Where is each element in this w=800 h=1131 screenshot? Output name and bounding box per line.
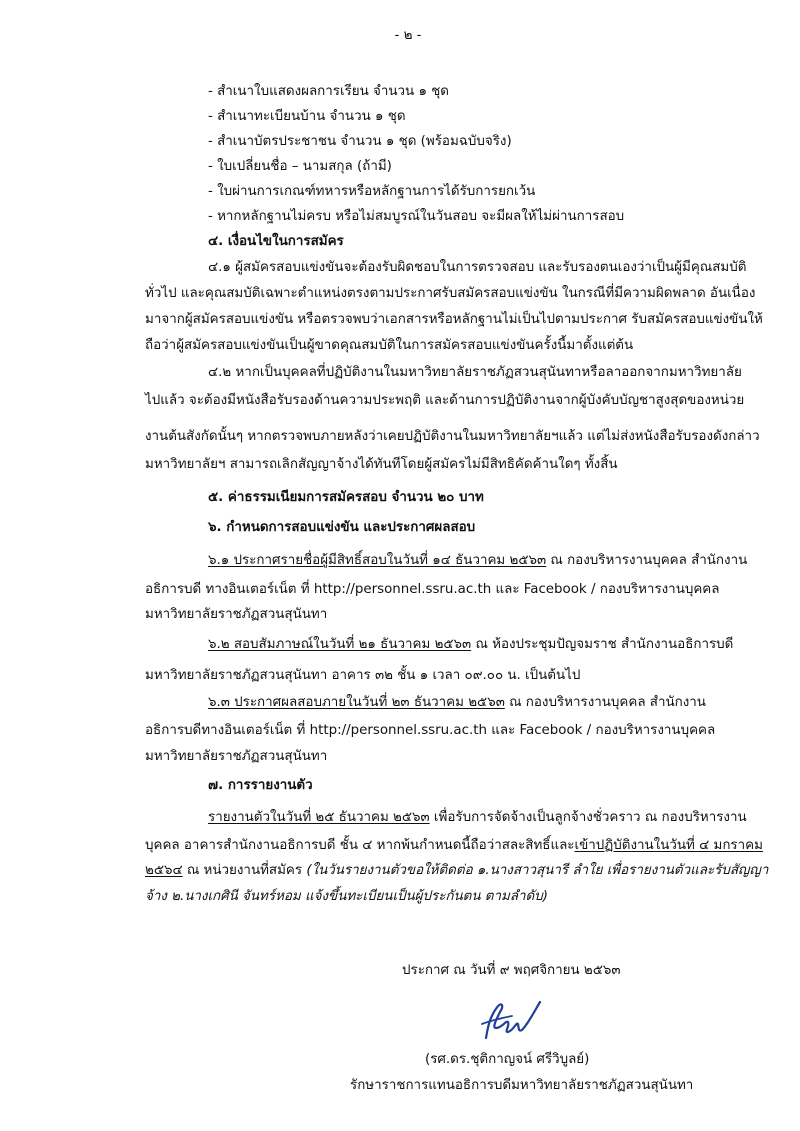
s7-contact-note: (ในวันรายงานตัวขอให้ติดต่อ ๑.นางสาวสุนารี ลำใย เพื่อรายงานตัวและรับสัญญา xyxy=(306,863,769,878)
s7-line-3 xyxy=(145,862,768,880)
doc-item: - ใบผ่านการเกณฑ์ทหารหรือหลักฐานการได้รับการยกเว้น xyxy=(208,184,536,199)
s6-item-1-place: ณ กองบริหารงานบุคคล สำนักงาน xyxy=(546,553,748,568)
s4-p2-line: ๔.๒ หากเป็นบุคคลที่ปฏิบัติงานในมหาวิทยาลัยราชภัฏสวนสุนันทาหรือลาออกจากมหาวิทยาลัย xyxy=(208,365,742,380)
s4-p1-line: ทั่วไป และคุณสมบัติเฉพาะตำแหน่งตรงตามประกาศรับสมัครสอบแข่งขัน ในกรณีที่มีความผิดพลาด อันเนื่อง xyxy=(145,286,756,301)
s6-item-3-date: ๖.๓ ประกาศผลสอบภายในวันที่ ๒๓ ธันวาคม ๒๕๖๓ xyxy=(208,695,505,710)
s7-line-2-text: บุคคล อาคารสำนักงานอธิการบดี ชั้น ๔ หากพ้นกำหนดนี้ถือว่าสละสิทธิ์และ xyxy=(145,838,575,853)
s7-start-date: เข้าปฏิบัติงานในวันที่ ๔ มกราคม xyxy=(574,838,763,853)
s6-item-3-line-3: มหาวิทยาลัยราชภัฏสวนสุนันทา xyxy=(145,749,328,764)
signer-name: (รศ.ดร.ชุติกาญจน์ ศรีวิบูลย์) xyxy=(425,1052,590,1067)
s6-item-3-line-1 xyxy=(208,694,706,712)
section-7-heading: ๗. การรายงานตัว xyxy=(208,778,313,793)
s6-item-3-place: ณ กองบริหารงานบุคคล สำนักงาน xyxy=(504,695,706,710)
section-4-heading: ๔. เงื่อนไขในการสมัคร xyxy=(208,234,344,249)
s6-item-2-place: ณ ห้องประชุมปัญจมราช สำนักงานอธิการบดี xyxy=(471,637,734,652)
s6-item-1-date: ๖.๑ ประกาศรายชื่อผู้มีสิทธิ์สอบในวันที่ ๑๔ ธันวาคม ๒๕๖๓ xyxy=(208,553,547,568)
s7-line-1 xyxy=(208,809,747,827)
s7-line-3-text: ณ หน่วยงานที่สมัคร xyxy=(182,863,307,878)
announce-date: ประกาศ ณ วันที่ ๙ พฤศจิกายน ๒๕๖๓ xyxy=(402,963,621,978)
doc-item: - สำเนาบัตรประชาชน จำนวน ๑ ชุด (พร้อมฉบับจริง) xyxy=(208,134,512,149)
s6-item-1-line-1 xyxy=(208,552,747,570)
s4-p2-line: งานต้นสังกัดนั้นๆ หากตรวจพบภายหลังว่าเคยปฏิบัติงานในมหาวิทยาลัยฯแล้ว แต่ไม่ส่งหนังสือรับรองดังกล่าว xyxy=(145,429,760,444)
signature xyxy=(478,998,542,1042)
s6-item-2-line-1 xyxy=(208,636,733,654)
doc-item: - สำเนาทะเบียนบ้าน จำนวน ๑ ชุด xyxy=(208,109,406,124)
section-6-heading: ๖. กำหนดการสอบแข่งขัน และประกาศผลสอบ xyxy=(208,520,476,535)
s7-report-date: รายงานตัวในวันที่ ๒๕ ธันวาคม ๒๕๖๓ xyxy=(208,810,430,825)
s4-p2-line: ไปแล้ว จะต้องมีหนังสือรับรองด้านความประพฤติ และด้านการปฏิบัติงานจากผู้บังคับบัญชาสูงสุดของหน่วย xyxy=(145,393,745,408)
doc-item: - สำเนาใบแสดงผลการเรียน จำนวน ๑ ชุด xyxy=(208,84,449,99)
signer-title: รักษาราชการแทนอธิการบดีมหาวิทยาลัยราชภัฏสวนสุนันทา xyxy=(350,1078,694,1093)
s6-item-1-line-2: อธิการบดี ทางอินเตอร์เน็ต ที่ http://personnel.ssru.ac.th และ Facebook / กองบริหารงานบุคคล xyxy=(145,582,720,597)
section-5-heading: ๕. ค่าธรรมเนียมการสมัครสอบ จำนวน ๒๐ บาท xyxy=(208,490,484,505)
s4-p2-line: มหาวิทยาลัยฯ สามารถเลิกสัญญาจ้างได้ทันทีโดยผู้สมัครไม่มีสิทธิคัดค้านใดๆ ทั้งสิ้น xyxy=(145,457,618,472)
doc-item: - หากหลักฐานไม่ครบ หรือไม่สมบูรณ์ในวันสอบ จะมีผลให้ไม่ผ่านการสอบ xyxy=(208,209,625,224)
s7-line-2 xyxy=(145,837,763,855)
s4-p1-line: มาจากผู้สมัครสอบแข่งขัน หรือตรวจพบว่าเอกสารหรือหลักฐานไม่เป็นไปตามประกาศ รับสมัครสอบแข่งขันให้ xyxy=(145,312,763,327)
s7-line-1-rest: เพื่อรับการจัดจ้างเป็นลูกจ้างชั่วคราว ณ กองบริหารงาน xyxy=(429,810,747,825)
s7-start-year: ๒๕๖๔ xyxy=(145,863,183,878)
s6-item-3-line-2: อธิการบดีทางอินเตอร์เน็ต ที่ http://personnel.ssru.ac.th และ Facebook / กองบริหารงานบุคคล xyxy=(145,723,716,738)
s6-item-2-line-2: มหาวิทยาลัยราชภัฏสวนสุนันทา อาคาร ๓๒ ชั้น ๑ เวลา ๐๙.๐๐ น. เป็นต้นไป xyxy=(145,668,581,683)
page-number: - ๒ - xyxy=(394,28,422,43)
s6-item-2-date: ๖.๒ สอบสัมภาษณ์ในวันที่ ๒๑ ธันวาคม ๒๕๖๓ xyxy=(208,637,472,652)
s4-p1-line: ๔.๑ ผู้สมัครสอบแข่งขันจะต้องรับผิดชอบในการตรวจสอบ และรับรองตนเองว่าเป็นผู้มีคุณสมบัติ xyxy=(208,260,747,275)
s6-item-1-line-3: มหาวิทยาลัยราชภัฏสวนสุนันทา xyxy=(145,607,328,622)
s7-line-4: จ้าง ๒.นางเกศินี จันทร์หอม แจ้งขึ้นทะเบียนเป็นผู้ประกันตน ตามลำดับ) xyxy=(145,889,548,904)
s4-p1-line: ถือว่าผู้สมัครสอบแข่งขันเป็นผู้ขาดคุณสมบัติในการสมัครสอบแข่งขันครั้งนี้มาตั้งแต่ต้น xyxy=(145,338,634,353)
doc-item: - ใบเปลี่ยนชื่อ – นามสกุล (ถ้ามี) xyxy=(208,159,392,174)
